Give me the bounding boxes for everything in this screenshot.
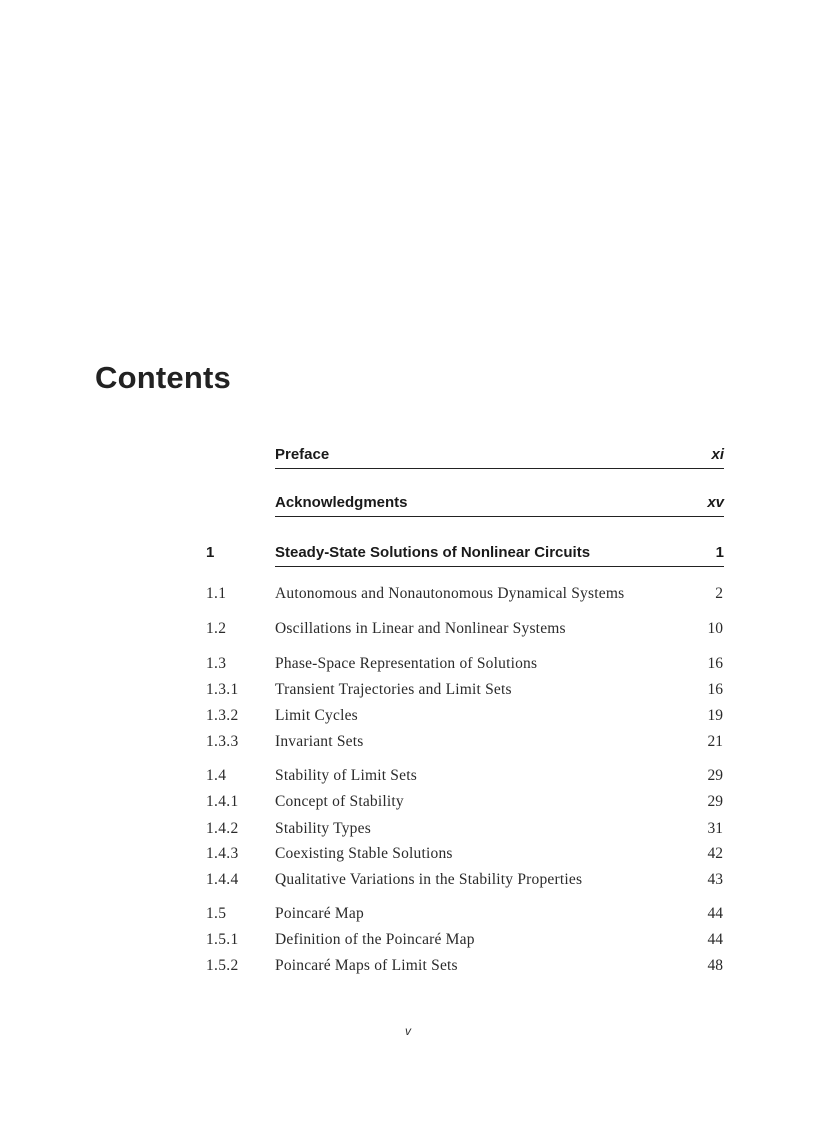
toc-section[interactable] — [0, 845, 816, 867]
section-title: Transient Trajectories and Limit Sets — [275, 681, 512, 698]
toc-entry-title: Preface — [275, 446, 330, 463]
section-title: Stability Types — [275, 820, 371, 837]
toc-section[interactable] — [0, 733, 816, 755]
toc-section[interactable] — [0, 655, 816, 677]
section-title: Invariant Sets — [275, 733, 364, 750]
section-page: 48 — [707, 957, 723, 974]
section-number: 1.3.3 — [206, 733, 239, 750]
toc-section[interactable] — [0, 905, 816, 927]
section-page: 16 — [707, 681, 723, 698]
section-page: 16 — [707, 655, 723, 672]
section-title: Oscillations in Linear and Nonlinear Systems — [275, 620, 566, 637]
section-page: 31 — [707, 820, 723, 837]
section-number: 1.5.1 — [206, 931, 239, 948]
toc-chapter-1[interactable] — [0, 542, 816, 566]
section-page: 19 — [707, 707, 723, 724]
section-title: Poincaré Maps of Limit Sets — [275, 957, 458, 974]
toc-section[interactable] — [0, 793, 816, 815]
section-number: 1.4.1 — [206, 793, 239, 810]
chapter-page: 1 — [715, 544, 724, 561]
section-title: Coexisting Stable Solutions — [275, 845, 453, 862]
section-title: Definition of the Poincaré Map — [275, 931, 475, 948]
toc-section[interactable] — [0, 681, 816, 703]
page-number: v — [405, 1024, 411, 1038]
section-title: Stability of Limit Sets — [275, 767, 417, 784]
page-title: Contents — [95, 360, 231, 395]
section-number: 1.4.4 — [206, 871, 239, 888]
section-number: 1.1 — [206, 585, 227, 602]
chapter-number: 1 — [206, 544, 215, 561]
toc-section[interactable] — [0, 585, 816, 607]
section-number: 1.3.1 — [206, 681, 239, 698]
section-page: 44 — [707, 931, 723, 948]
section-title: Poincaré Map — [275, 905, 364, 922]
toc-section[interactable] — [0, 820, 816, 842]
section-number: 1.4 — [206, 767, 227, 784]
toc-entry-page: xv — [707, 494, 724, 511]
chapter-title: Steady-State Solutions of Nonlinear Circuits — [275, 544, 591, 561]
section-number: 1.5.2 — [206, 957, 239, 974]
toc-section[interactable] — [0, 707, 816, 729]
section-page: 43 — [707, 871, 723, 888]
section-page: 10 — [707, 620, 723, 637]
section-number: 1.5 — [206, 905, 227, 922]
toc-entry-preface[interactable] — [275, 444, 724, 469]
toc-section[interactable] — [0, 931, 816, 953]
toc-entry-acknowledgments[interactable] — [275, 492, 724, 517]
section-title: Limit Cycles — [275, 707, 358, 724]
chapter-rule — [275, 542, 724, 567]
section-number: 1.3.2 — [206, 707, 239, 724]
section-number: 1.3 — [206, 655, 227, 672]
section-page: 44 — [707, 905, 723, 922]
section-page: 29 — [707, 793, 723, 810]
section-page: 42 — [707, 845, 723, 862]
section-title: Autonomous and Nonautonomous Dynamical Systems — [275, 585, 625, 602]
section-number: 1.2 — [206, 620, 227, 637]
toc-section[interactable] — [0, 957, 816, 979]
section-page: 2 — [715, 585, 723, 602]
toc-entry-page: xi — [711, 446, 724, 463]
toc-section[interactable] — [0, 871, 816, 893]
toc-section[interactable] — [0, 767, 816, 789]
section-title: Qualitative Variations in the Stability Properties — [275, 871, 583, 888]
section-number: 1.4.2 — [206, 820, 239, 837]
section-number: 1.4.3 — [206, 845, 239, 862]
section-title: Phase-Space Representation of Solutions — [275, 655, 538, 672]
toc-entry-title: Acknowledgments — [275, 494, 408, 511]
section-page: 21 — [707, 733, 723, 750]
toc-section[interactable] — [0, 620, 816, 642]
section-page: 29 — [707, 767, 723, 784]
section-title: Concept of Stability — [275, 793, 404, 810]
